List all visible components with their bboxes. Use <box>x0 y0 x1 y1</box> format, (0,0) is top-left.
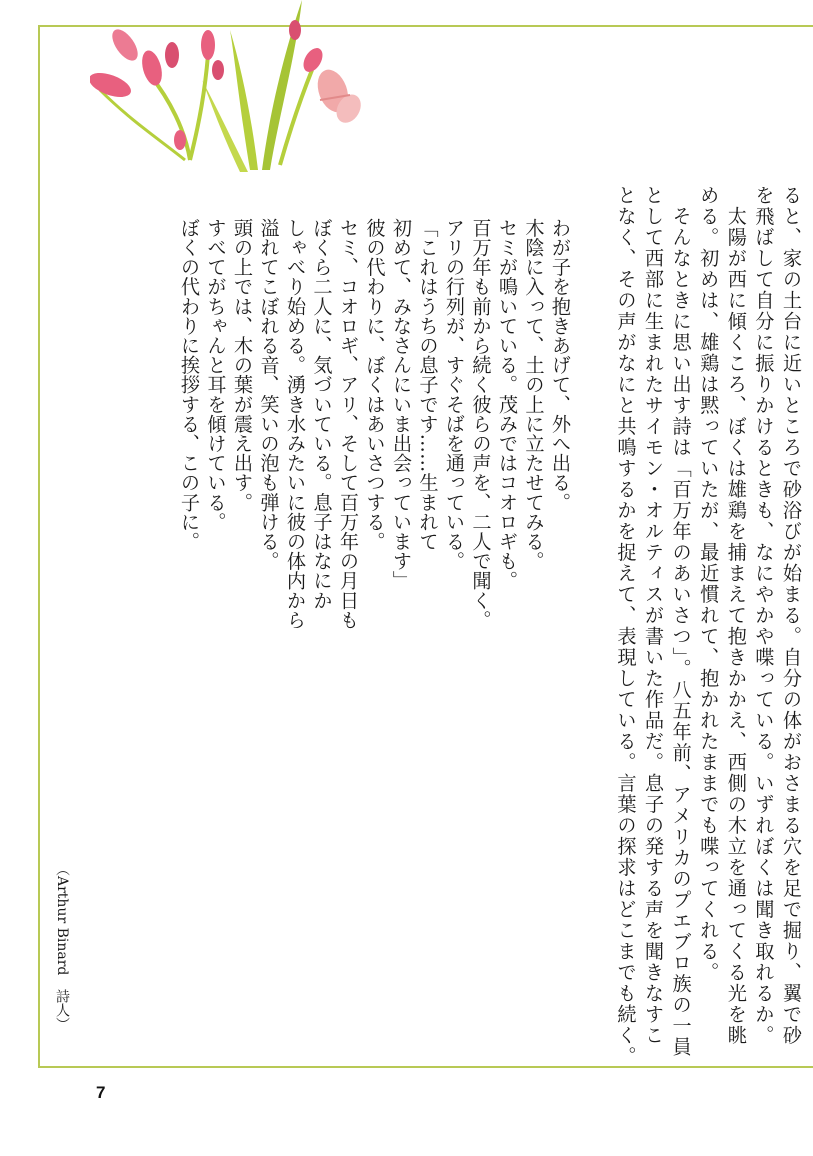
flower-bud <box>289 20 301 40</box>
essay-line: として西部に生まれたサイモン・オルティスが書いた作品だ。息子の発する声を聞きなすこ <box>642 185 666 1046</box>
poem-line: 頭の上では、木の葉が震え出す。 <box>231 218 254 512</box>
page-number: 7 <box>96 1083 106 1102</box>
poem-line: ぼくら二人に、気づいている。息子はなにか <box>310 218 334 610</box>
poem-line: 百万年も前から続く彼らの声を、二人で聞く。 <box>469 218 493 630</box>
poem-line: しゃべり始める。湧き水みたいに彼の体内から <box>284 218 307 630</box>
flower-bud <box>300 45 327 76</box>
stem-shape <box>190 55 208 160</box>
stem-shape <box>100 90 185 160</box>
poem-line: ぼくの代わりに挨拶する、この子に。 <box>178 218 201 552</box>
flower-bud <box>201 30 215 60</box>
butterfly-icon <box>312 65 365 127</box>
essay-line: 太陽が西に傾くころ、ぼくは雄鶏を捕まえて抱きかかえ、西側の木立を通ってくる光を眺 <box>724 185 748 1046</box>
poem-line: アリの行列が、すぐそばを通っている。 <box>443 218 466 571</box>
author-credit: （Arthur Binard 詩人） <box>54 862 70 1032</box>
essay-line: ると、家の土台に近いところで砂浴びが始まる。自分の体がおさまる穴を足で掘り、翼で砂 <box>780 185 803 1046</box>
flower-illustration <box>90 0 380 180</box>
essay-line: となく、その声がなにと共鳴するかを捉えて、表現している。言葉の探求はどこまでも続く。 <box>614 185 638 1067</box>
poem-text <box>178 218 573 668</box>
flower-bud <box>165 42 179 68</box>
poem-line: 溢れてこぼれる音、笑いの泡も弾ける。 <box>257 218 281 571</box>
essay-line: める。初めは、雄鶏は黙っていたが、最近慣れて、抱かれたままでも喋ってくれる。 <box>697 185 721 983</box>
poem-line: セミが鳴いている。茂みではコオロギも。 <box>496 218 519 591</box>
poem-line: 木陰に入って、土の上に立たせてみる。 <box>522 218 546 571</box>
essay-text <box>550 185 805 1067</box>
essay-line: そんなときに思い出す詩は「百万年のあいさつ」。八五年前、アメリカのプエブロ族の一員 <box>669 185 693 1058</box>
poem-line: 彼の代わりに、ぼくはあいさつする。 <box>363 218 387 552</box>
poem-line: セミ、コオロギ、アリ、そして百万年の月日も <box>337 218 360 630</box>
flower-bud <box>212 60 224 80</box>
flower-bud <box>107 25 142 65</box>
poem-line: 初めて、みなさんにいま出会っています」 <box>390 218 413 591</box>
poem-line: わが子を抱きあげて、外へ出る。 <box>549 218 572 512</box>
flower-bud <box>174 130 186 150</box>
flower-bud <box>90 68 134 102</box>
poem-line: すべてがちゃんと耳を傾けている。 <box>204 218 228 532</box>
essay-line: を飛ばして自分に振りかけるときも、なにやかや喋っている。いずれぼくは聞き取れるか。 <box>752 185 776 1046</box>
poem-line: 「これはうちの息子です……生まれて <box>416 218 440 552</box>
flower-bud <box>139 48 166 87</box>
